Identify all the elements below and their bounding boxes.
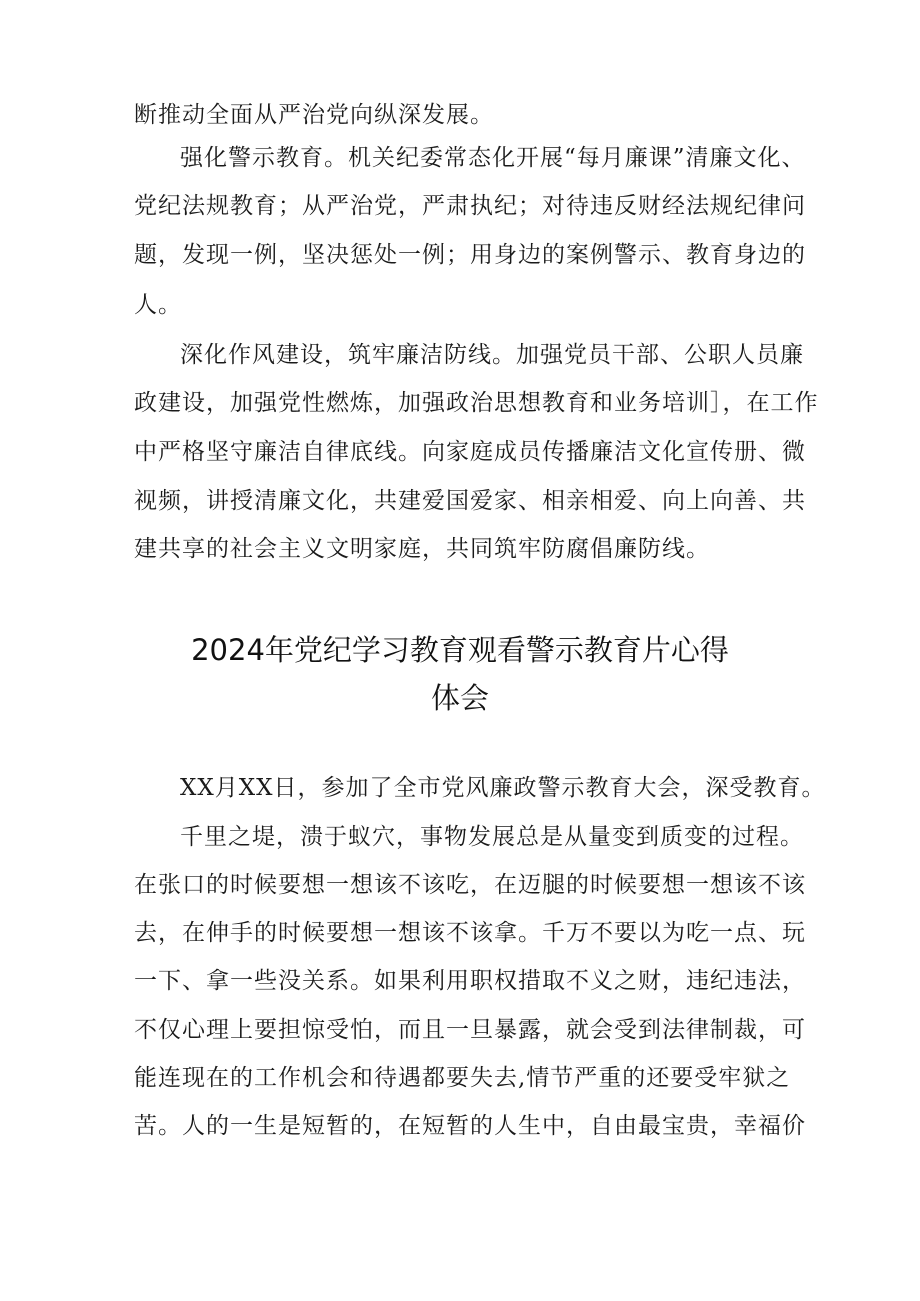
paragraph-line: 政建设，加强党性燃炼，加强政治思想教育和业务培训］，在工作 <box>134 390 819 416</box>
paragraph-line: 去，在伸手的时候要想一想该不该拿。千万不要以为吃一点、玩 <box>134 920 806 946</box>
paragraph-line: 不仅心理上要担惊受怕，而且一旦暴露，就会受到法律制裁，可 <box>134 1017 806 1043</box>
paragraph-line: 在张口的时候要想一想该不该吃，在迈腿的时候要想一想该不该 <box>134 872 806 898</box>
paragraph-line: 能连现在的工作机会和待遇都要失去,情节严重的还要受牢狱之 <box>134 1065 791 1091</box>
paragraph-line: 题，发现一例，坚决惩处一例；用身边的案例警示、教育身边的 <box>134 242 806 268</box>
paragraph-line: 建共享的社会主义文明家庭，共同筑牢防腐倡廉防线。 <box>134 536 710 562</box>
paragraph-line: 党纪法规教育；从严治党，严肃执纪；对待违反财经法规纪律问 <box>134 193 806 219</box>
document-title-line-1: 2024年党纪学习教育观看警示教育片心得 <box>191 633 729 667</box>
document-title-line-2: 体会 <box>430 681 489 715</box>
paragraph-line: XX月XX日，参加了全市党风廉政警示教育大会，深受教育。 <box>180 775 826 801</box>
paragraph-line: 人。 <box>134 292 182 318</box>
paragraph-line: 深化作风建设，筑牢廉洁防线。加强党员干部、公职人员廉 <box>180 342 804 368</box>
paragraph-line: 苦。人的一生是短暂的，在短暂的人生中，自由最宝贵，幸福价 <box>134 1113 806 1139</box>
paragraph-line: 一下、拿一些没关系。如果利用职权措取不义之财，违纪违法， <box>134 968 806 994</box>
paragraph-line: 强化警示教育。机关纪委常态化开展“每月廉课”清廉文化、 <box>180 145 806 171</box>
paragraph-line: 视频，讲授清廉文化，共建爱国爱家、相亲相爱、向上向善、共 <box>134 488 806 514</box>
paragraph-line: 中严格坚守廉洁自律底线。向家庭成员传播廉洁文化宣传册、微 <box>134 439 806 465</box>
paragraph-line: 断推动全面从严治党向纵深发展。 <box>134 102 494 128</box>
paragraph-line: 千里之堤，溃于蚁穴，事物发展总是从量变到质变的过程。 <box>180 824 804 850</box>
